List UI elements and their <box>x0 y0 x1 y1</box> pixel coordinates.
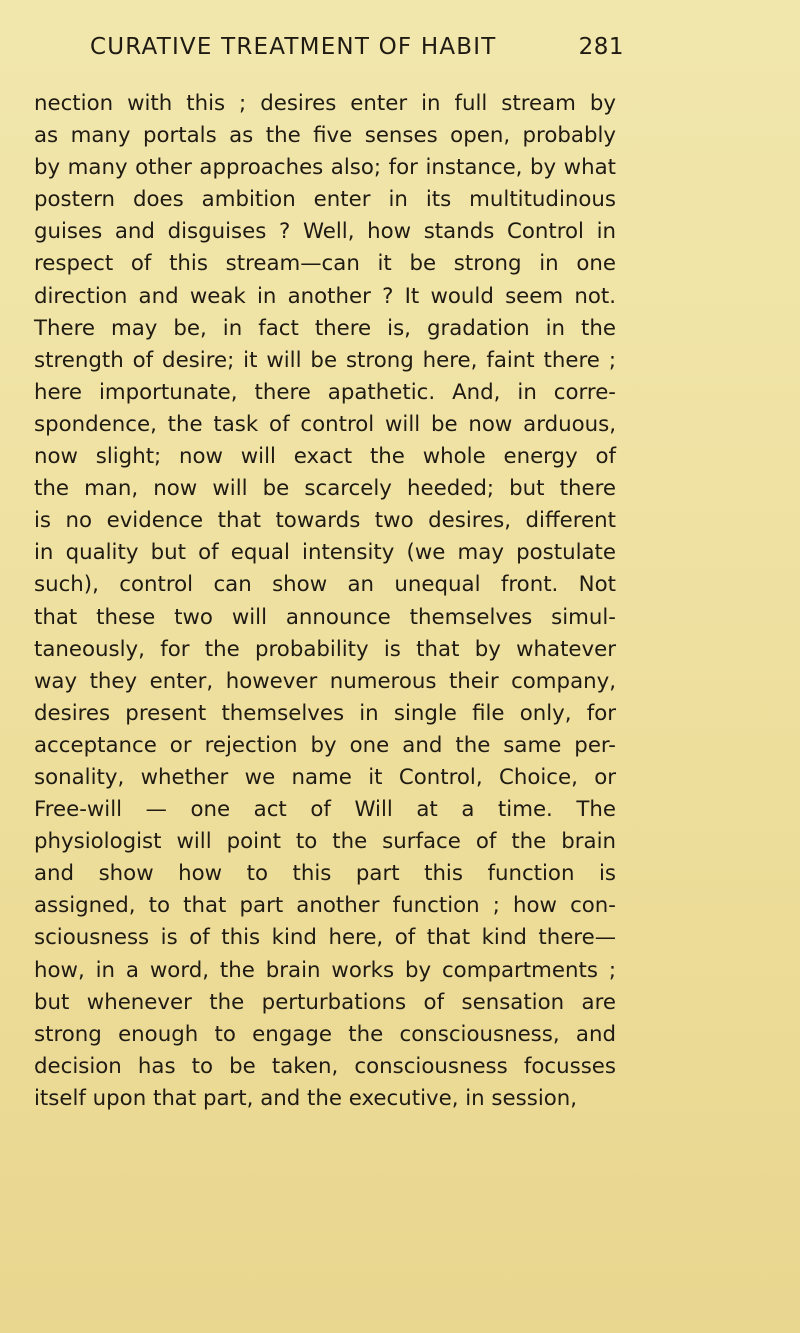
text-line: and show how to this part this function is <box>34 861 616 887</box>
running-head <box>90 34 624 66</box>
text-line: here importunate, there apathetic. And, in corre- <box>34 379 616 405</box>
text-line: desires present themselves in single file only, for <box>34 700 616 726</box>
text-line: nection with this ; desires enter in full stream by <box>34 91 616 116</box>
text-line: is no evidence that towards two desires, different <box>34 508 616 534</box>
text-line: way they enter, however numerous their company, <box>34 668 616 694</box>
text-line: spondence, the task of control will be now arduous, <box>34 411 616 437</box>
text-line: now slight; now will exact the whole energy of <box>34 444 616 470</box>
body-text <box>34 88 616 1115</box>
text-line: postern does ambition enter in its multitudinous <box>34 187 616 213</box>
text-line: as many portals as the five senses open, probably <box>34 123 616 149</box>
running-title: CURATIVE TREATMENT OF HABIT <box>90 34 497 60</box>
text-line: There may be, in fact there is, gradation in the <box>34 315 616 341</box>
page-number: 281 <box>578 34 624 60</box>
text-line: strength of desire; it will be strong here, faint there ; <box>34 347 616 373</box>
text-line: physiologist will point to the surface of the brain <box>34 829 616 855</box>
text-line: sciousness is of this kind here, of that kind there— <box>34 925 616 951</box>
text-line: but whenever the perturbations of sensation are <box>34 989 616 1015</box>
text-line: sonality, whether we name it Control, Choice, or <box>34 764 616 790</box>
text-line: taneously, for the probability is that by whatever <box>34 636 616 662</box>
text-line: guises and disguises ? Well, how stands Control in <box>34 219 616 245</box>
text-line: Free-will — one act of Will at a time. The <box>34 797 616 823</box>
text-line: in quality but of equal intensity (we may postulate <box>34 540 616 566</box>
text-line: by many other approaches also; for instance, by what <box>34 155 616 181</box>
text-line: direction and weak in another ? It would seem not. <box>34 283 616 309</box>
text-line: respect of this stream—can it be strong in one <box>34 251 616 277</box>
text-line: assigned, to that part another function ; how con- <box>34 893 616 919</box>
text-line: how, in a word, the brain works by compartments ; <box>34 957 616 983</box>
text-line: decision has to be taken, consciousness focusses <box>34 1053 616 1079</box>
text-line: such), control can show an unequal front. Not <box>34 572 616 598</box>
text-line: that these two will announce themselves simul- <box>34 604 616 630</box>
text-line: the man, now will be scarcely heeded; but there <box>34 476 616 502</box>
text-line: itself upon that part, and the executive, in session, <box>34 1085 578 1111</box>
text-line: strong enough to engage the consciousness, and <box>34 1021 616 1047</box>
text-line: acceptance or rejection by one and the same per- <box>34 732 616 758</box>
